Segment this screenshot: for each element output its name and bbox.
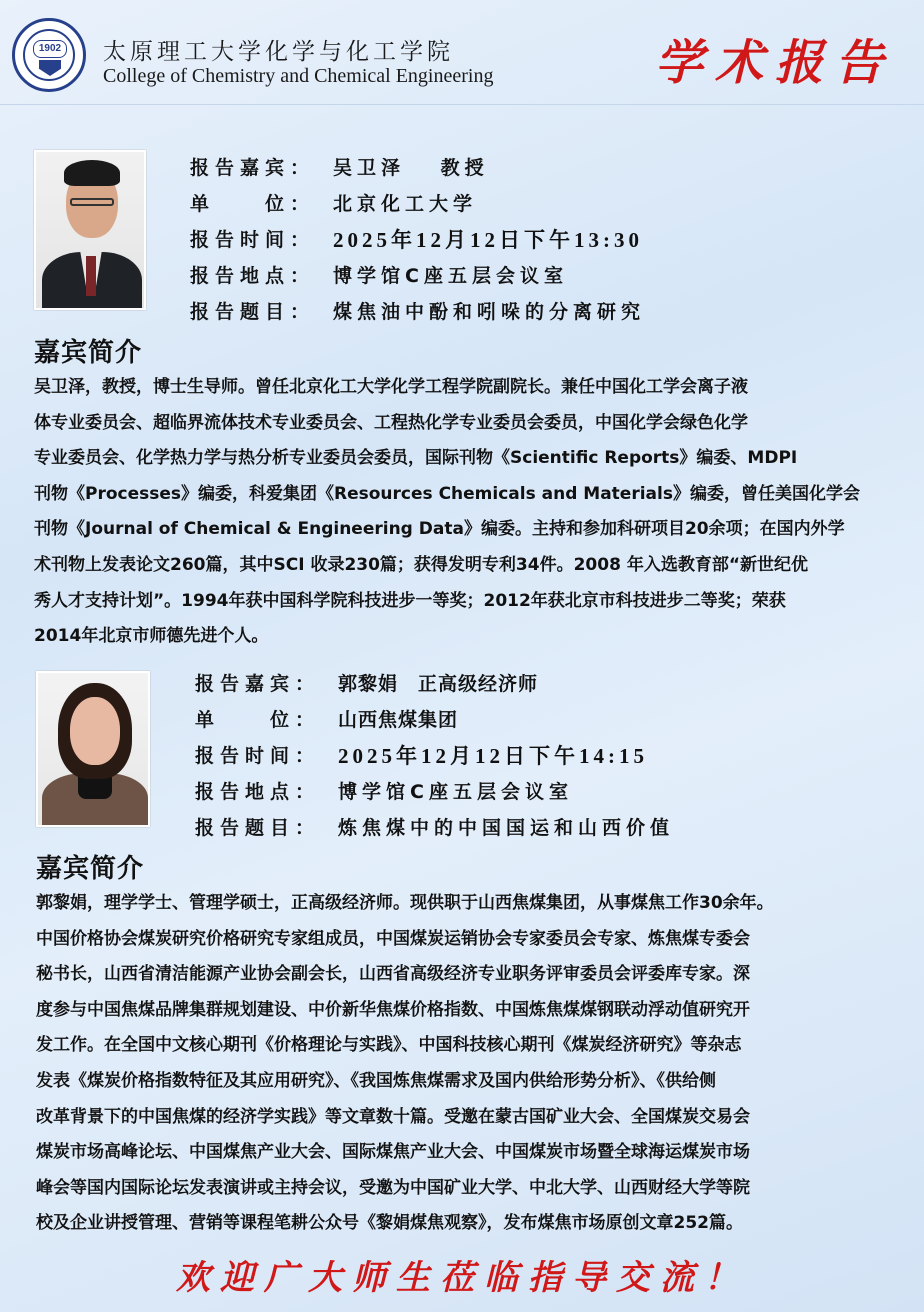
speaker1-bio [34,370,890,655]
speaker1-topic: 煤焦油中酚和吲哚的分离研究 [333,301,646,323]
speaker2-bio-title: 嘉宾简介 [36,854,145,884]
bio-line: 度参与中国焦煤品牌集群规划建设、中价新华焦煤价格指数、中国炼焦煤煤钢联动浮动值研究开 [36,999,750,1020]
speaker2-place: 博学馆C座五层会议室 [338,781,573,803]
speaker1-time: 2025年12月12日下午13:30 [333,228,643,252]
report-title: 学术报告 [655,35,896,91]
speaker1-unit: 北京化工大学 [333,193,478,215]
bio-line: 峰会等国内国际论坛发表演讲或主持会议，受邀为中国矿业大学、中北大学、山西财经大学等院 [36,1177,750,1198]
welcome-footer: 欢迎广大师生莅临指导交流！ [176,1258,748,1298]
bio-line: 秀人才支持计划”。1994年获中国科学院科技进步一等奖；2012年获北京市科技进步二等奖；荣获 [34,590,786,611]
place-label: 报告地点： [190,265,316,287]
unit-label: 单 位： [190,193,316,215]
speaker2-photo [36,671,150,827]
guest-label: 报告嘉宾： [195,673,321,695]
college-name-cn: 太原理工大学化学与化工学院 [103,39,454,65]
speaker1-photo [34,150,146,310]
bio-line: 刊物《Processes》编委，科爱集团《Resources Chemicals and Materials》编委，曾任美国化学会 [34,483,860,504]
speaker2-topic: 炼焦煤中的中国国运和山西价值 [338,817,675,839]
time-label: 报告时间： [190,229,316,251]
bio-line: 改革背景下的中国焦煤的经济学实践》等文章数十篇。受邀在蒙古国矿业大会、全国煤炭交易会 [36,1106,750,1127]
bio-line: 中国价格协会煤炭研究价格研究专家组成员，中国煤炭运销协会专家委员会专家、炼焦煤专委会 [36,928,750,949]
speaker2-time: 2025年12月12日下午14:15 [338,744,648,768]
bio-line: 2014年北京市师德先进个人。 [34,626,269,647]
bio-line: 体专业委员会、超临界流体技术专业委员会、工程热化学专业委员会委员，中国化学会绿色化学 [34,412,748,433]
bio-line: 校及企业讲授管理、营销等课程笔耕公众号《黎娟煤焦观察》，发布煤焦市场原创文章252篇。 [36,1213,743,1234]
topic-label: 报告题目： [195,817,321,839]
topic-label: 报告题目： [190,301,316,323]
bio-line: 吴卫泽，教授，博士生导师。曾任北京化工大学化学工程学院副院长。兼任中国化工学会离子液 [34,377,748,397]
university-logo [12,18,86,92]
bio-line: 专业委员会、化学热力学与热分析专业委员会委员，国际刊物《Scientific Reports》编委、MDPI [34,448,798,469]
speaker2-guest: 郭黎娟 正高级经济师 [338,673,539,695]
bio-line: 刊物《Journal of Chemical & Engineering Data》编委。主持和参加科研项目20余项；在国内外学 [34,519,845,540]
bio-line: 煤炭市场高峰论坛、中国煤焦产业大会、国际煤焦产业大会、中国煤炭市场暨全球海运煤炭市场 [36,1142,750,1163]
header [0,0,924,105]
speaker2-bio [36,886,892,1242]
speaker1-bio-title: 嘉宾简介 [34,338,143,368]
bio-line: 术刊物上发表论文260篇，其中SCI 收录230篇；获得发明专利34件。2008 年入选教育部“新世纪优 [34,554,808,575]
speaker1-place: 博学馆C座五层会议室 [333,265,568,287]
logo-year: 1902 [33,40,67,58]
place-label: 报告地点： [195,781,321,803]
college-name-en: College of Chemistry and Chemical Engineering [103,65,494,87]
bio-line: 发工作。在全国中文核心期刊《价格理论与实践》、中国科技核心期刊《煤炭经济研究》等杂志 [36,1035,742,1056]
bio-line: 郭黎娟，理学学士、管理学硕士，正高级经济师。现供职于山西焦煤集团，从事煤焦工作30余年。 [36,893,774,913]
guest-label: 报告嘉宾： [190,157,316,179]
unit-label: 单 位： [195,709,321,731]
bio-line: 秘书长，山西省清洁能源产业协会副会长，山西省高级经济专业职务评审委员会评委库专家。深 [36,964,750,985]
time-label: 报告时间： [195,745,321,767]
speaker1-guest: 吴卫泽 教授 [333,157,489,179]
speaker2-unit: 山西焦煤集团 [338,709,459,731]
bio-line: 发表《煤炭价格指数特征及其应用研究》、《我国炼焦煤需求及国内供给形势分析》、《供给侧 [36,1070,716,1091]
